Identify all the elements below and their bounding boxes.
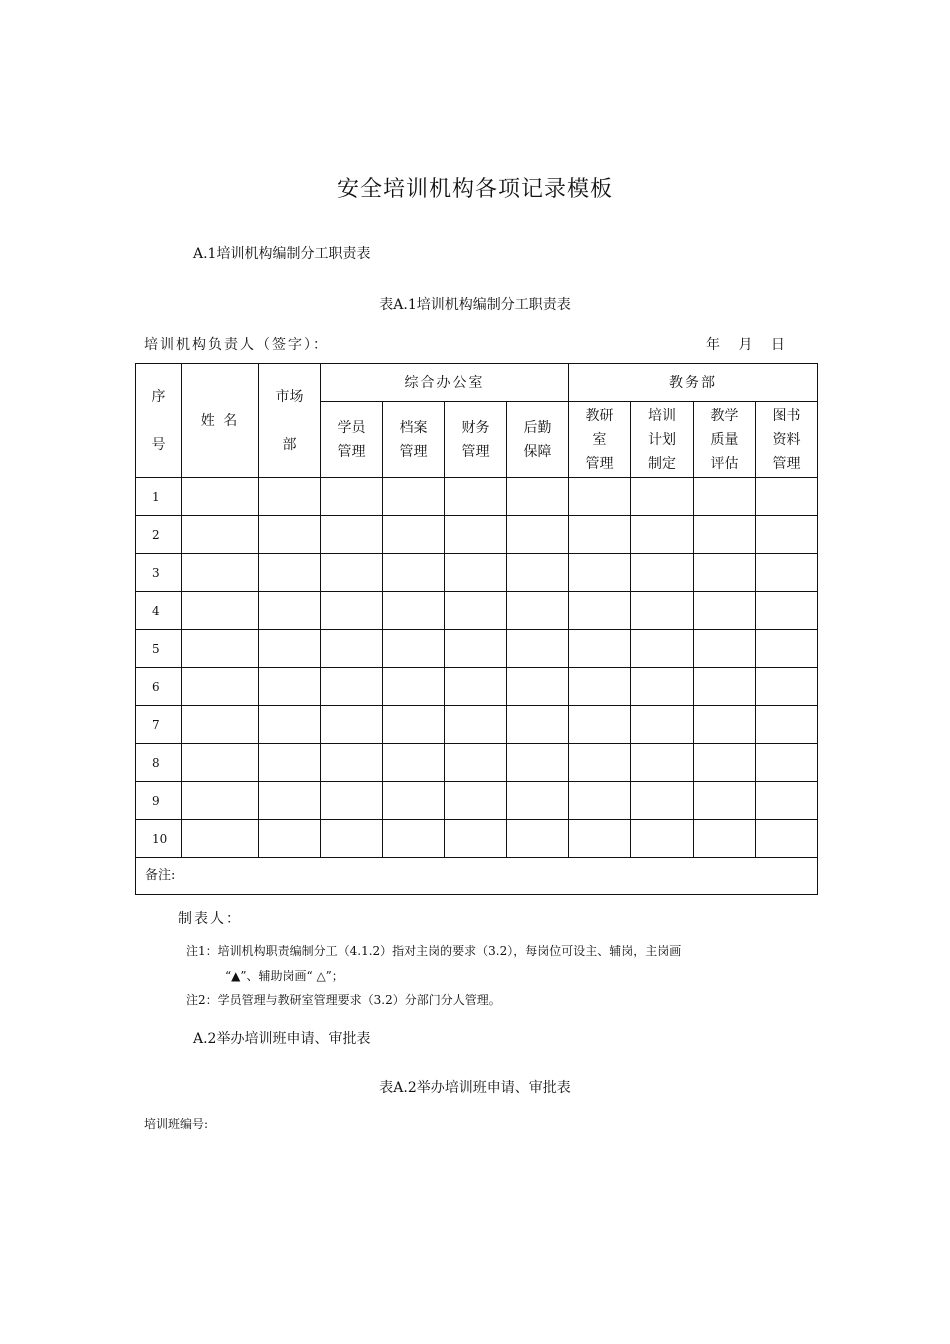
table-cell	[507, 820, 569, 858]
table-cell	[756, 820, 818, 858]
table-cell	[321, 478, 383, 516]
table-row	[136, 516, 818, 554]
table-cell	[631, 668, 694, 706]
header-training-plan: 培训 计划 制定	[631, 402, 694, 478]
header-logistics: 后勤 保障	[507, 402, 569, 478]
table-cell	[182, 744, 259, 782]
table-cell	[321, 820, 383, 858]
table-cell	[182, 630, 259, 668]
table-cell	[631, 782, 694, 820]
preparer-label: 制表人：	[178, 911, 242, 927]
table-cell	[321, 630, 383, 668]
table-cell	[756, 554, 818, 592]
note-1-line-2: “▲”、辅助岗画“ △”；	[225, 969, 344, 983]
table-cell	[756, 630, 818, 668]
header-finance-mgmt: 财务 管理	[445, 402, 507, 478]
table-cell	[694, 630, 756, 668]
table-cell	[182, 592, 259, 630]
table-cell	[182, 820, 259, 858]
table-cell	[182, 554, 259, 592]
table-cell	[756, 668, 818, 706]
note-2: 注2：学员管理与教研室管理要求（3.2）分部门分人管理。	[186, 993, 501, 1007]
header-academic: 教务部	[569, 364, 818, 402]
table-cell	[383, 706, 445, 744]
row-number: 6	[136, 668, 182, 706]
table-cell	[321, 554, 383, 592]
table-cell	[631, 744, 694, 782]
table-cell	[694, 516, 756, 554]
table-cell	[569, 706, 631, 744]
table-row	[136, 592, 818, 630]
table-cell	[383, 478, 445, 516]
note-1-line-1: 注1：培训机构职责编制分工（4.1.2）指对主岗的要求（3.2），每岗位可设主、辅岗，主岗画	[186, 944, 682, 958]
table-cell	[383, 516, 445, 554]
table-row	[136, 820, 818, 858]
table-cell	[383, 592, 445, 630]
row-number: 1	[136, 478, 182, 516]
table-cell	[694, 554, 756, 592]
header-research-office: 教研 室 管理	[569, 402, 631, 478]
header-library-mgmt: 图书 资料 管理	[756, 402, 818, 478]
header-market: 市场 部	[259, 364, 321, 478]
table-cell	[507, 592, 569, 630]
table-row	[136, 706, 818, 744]
table-cell	[321, 668, 383, 706]
table-cell	[694, 592, 756, 630]
table-cell	[756, 744, 818, 782]
table-row	[136, 668, 818, 706]
table-cell	[507, 668, 569, 706]
table-cell	[182, 516, 259, 554]
document-title: 安全培训机构各项记录模板	[336, 177, 613, 202]
table-cell	[445, 478, 507, 516]
table-cell	[631, 516, 694, 554]
table-cell	[507, 630, 569, 668]
table-caption-a1: 表A.1培训机构编制分工职责表	[379, 297, 571, 313]
table-row	[136, 478, 818, 516]
table-cell	[445, 516, 507, 554]
table-cell	[569, 478, 631, 516]
table-cell	[694, 478, 756, 516]
row-number: 3	[136, 554, 182, 592]
table-cell	[569, 630, 631, 668]
table-cell	[383, 554, 445, 592]
row-number: 4	[136, 592, 182, 630]
remark-label: 备注:	[136, 858, 818, 895]
table-cell	[445, 668, 507, 706]
header-office: 综合办公室	[321, 364, 569, 402]
table-cell	[259, 516, 321, 554]
table-cell	[694, 744, 756, 782]
header-name: 姓 名	[182, 364, 259, 478]
table-row	[136, 554, 818, 592]
table-cell	[445, 554, 507, 592]
table-cell	[259, 706, 321, 744]
table-cell	[383, 744, 445, 782]
table-cell	[321, 744, 383, 782]
row-number: 7	[136, 706, 182, 744]
table-cell	[259, 554, 321, 592]
table-cell	[694, 782, 756, 820]
table-cell	[259, 592, 321, 630]
section-heading-a2: A.2举办培训班申请、审批表	[193, 1031, 371, 1047]
table-cell	[507, 782, 569, 820]
table-cell	[383, 630, 445, 668]
table-cell	[507, 478, 569, 516]
table-cell	[631, 630, 694, 668]
table-cell	[569, 820, 631, 858]
header-row-1	[136, 364, 818, 402]
table-cell	[756, 706, 818, 744]
table-cell	[321, 592, 383, 630]
table-cell	[569, 668, 631, 706]
remark-row	[136, 858, 818, 895]
table-cell	[259, 478, 321, 516]
row-number: 5	[136, 630, 182, 668]
table-cell	[569, 592, 631, 630]
table-cell	[383, 820, 445, 858]
table-cell	[445, 820, 507, 858]
table-cell	[445, 592, 507, 630]
table-cell	[259, 630, 321, 668]
header-student-mgmt: 学员 管理	[321, 402, 383, 478]
table-cell	[182, 668, 259, 706]
table-cell	[445, 630, 507, 668]
table-cell	[321, 782, 383, 820]
table-cell	[507, 516, 569, 554]
table-cell	[182, 706, 259, 744]
header-archive-mgmt: 档案 管理	[383, 402, 445, 478]
section-heading-a1: A.1培训机构编制分工职责表	[193, 246, 371, 262]
duty-table	[135, 363, 818, 895]
table-body	[136, 478, 818, 858]
table-cell	[259, 820, 321, 858]
table-cell	[756, 478, 818, 516]
table-row	[136, 630, 818, 668]
table-cell	[756, 782, 818, 820]
table-cell	[259, 744, 321, 782]
table-cell	[182, 782, 259, 820]
table-cell	[507, 706, 569, 744]
table-cell	[383, 668, 445, 706]
row-number: 2	[136, 516, 182, 554]
table-caption-a2: 表A.2举办培训班申请、审批表	[379, 1080, 571, 1096]
table-row	[136, 782, 818, 820]
table-cell	[569, 782, 631, 820]
row-number: 9	[136, 782, 182, 820]
table-cell	[756, 516, 818, 554]
table-cell	[694, 706, 756, 744]
table-cell	[631, 554, 694, 592]
class-number-label: 培训班编号:	[144, 1117, 209, 1131]
table-cell	[445, 782, 507, 820]
table-cell	[445, 706, 507, 744]
row-number: 8	[136, 744, 182, 782]
table-cell	[631, 478, 694, 516]
table-cell	[507, 744, 569, 782]
table-cell	[321, 516, 383, 554]
table-cell	[182, 478, 259, 516]
table-cell	[569, 516, 631, 554]
row-number: 10	[136, 820, 182, 858]
table-cell	[631, 820, 694, 858]
table-row	[136, 744, 818, 782]
table-cell	[569, 554, 631, 592]
table-cell	[694, 668, 756, 706]
table-cell	[694, 820, 756, 858]
header-seq: 序 号	[136, 364, 182, 478]
table-cell	[259, 782, 321, 820]
signer-label: 培训机构负责人（签字）：	[144, 337, 329, 353]
table-cell	[631, 592, 694, 630]
table-cell	[445, 744, 507, 782]
table-cell	[756, 592, 818, 630]
table-cell	[569, 744, 631, 782]
table-cell	[631, 706, 694, 744]
table-cell	[383, 782, 445, 820]
table-cell	[507, 554, 569, 592]
table-cell	[259, 668, 321, 706]
table-cell	[321, 706, 383, 744]
date-label: 年 月 日	[706, 337, 785, 353]
header-quality-eval: 教学 质量 评估	[694, 402, 756, 478]
